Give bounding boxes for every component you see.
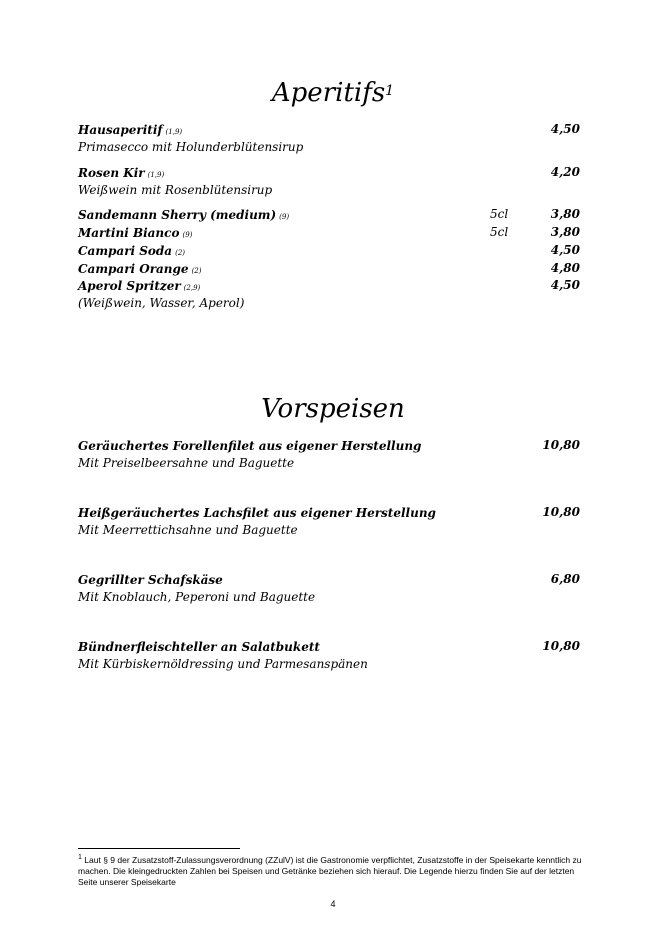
item-price: 4,50 xyxy=(550,243,580,257)
item-name: Heißgeräuchertes Lachsfilet aus eigener Herstellung xyxy=(78,506,436,520)
additive-note: (9) xyxy=(182,231,193,239)
menu-item-campari-soda xyxy=(78,241,580,259)
item-price: 10,80 xyxy=(542,639,580,653)
aperitifs-title-text: Aperitifs xyxy=(271,78,386,108)
item-description: Mit Kürbiskernöldressing und Parmesanspänen xyxy=(78,657,368,671)
item-price: 4,20 xyxy=(550,165,580,179)
footnote-text: Laut § 9 der Zusatzstoff-Zulassungsverordnung (ZZulV) ist die Gastronomie verpflichtet, Zusatzstoffe in der Speisekarte kenntlich zu machen. Die kleingedruckten Zahlen bei Speisen und Getränke beziehen sich hierauf. Die Legende hierzu finden Sie auf der letzten Seite unserer Speisekarte xyxy=(78,854,582,887)
item-name: Martini Bianco xyxy=(78,226,180,240)
item-price: 4,80 xyxy=(550,261,580,275)
page-number: 4 xyxy=(330,899,336,909)
item-name: Campari Orange xyxy=(78,262,189,276)
additive-note: (1,9) xyxy=(147,171,165,179)
menu-item-campari-orange xyxy=(78,259,580,277)
item-name: Sandemann Sherry (medium) xyxy=(78,208,277,222)
item-name: Rosen Kir xyxy=(78,166,145,180)
aperitifs-title xyxy=(0,78,666,108)
item-name: Geräuchertes Forellenfilet aus eigener Herstellung xyxy=(78,439,422,453)
item-price: 6,80 xyxy=(550,572,580,586)
item-size: 5cl xyxy=(490,207,509,221)
item-name: Aperol Spritzer xyxy=(78,279,181,293)
menu-item-aperol-spritzer xyxy=(78,276,580,312)
item-price: 10,80 xyxy=(542,438,580,452)
additive-note: (1,9) xyxy=(165,128,183,136)
item-description: Mit Meerrettichsahne und Baguette xyxy=(78,523,298,537)
item-price: 10,80 xyxy=(542,505,580,519)
menu-item-schafskaese xyxy=(78,570,580,606)
item-price: 3,80 xyxy=(550,225,580,239)
item-description: Weißwein mit Rosenblütensirup xyxy=(78,183,273,197)
menu-item-rosen-kir xyxy=(78,163,580,199)
footnote-divider xyxy=(78,848,240,849)
item-price: 3,80 xyxy=(550,207,580,221)
item-price: 4,50 xyxy=(550,278,580,292)
menu-item-sandemann-sherry xyxy=(78,205,580,223)
item-description: (Weißwein, Wasser, Aperol) xyxy=(78,296,245,310)
additive-note: (2,9) xyxy=(183,284,201,292)
menu-item-hausaperitif xyxy=(78,120,580,156)
vorspeisen-title: Vorspeisen xyxy=(261,394,405,424)
item-name: Gegrillter Schafskäse xyxy=(78,573,223,587)
menu-item-martini-bianco xyxy=(78,223,580,241)
item-description: Primasecco mit Holunderblütensirup xyxy=(78,140,304,154)
menu-item-forellenfilet xyxy=(78,436,580,472)
item-price: 4,50 xyxy=(550,122,580,136)
item-name: Bündnerfleischteller an Salatbukett xyxy=(78,640,320,654)
item-name: Campari Soda xyxy=(78,244,173,258)
item-description: Mit Preiselbeersahne und Baguette xyxy=(78,456,295,470)
additive-note: (2) xyxy=(175,249,186,257)
footnote-number: 1 xyxy=(78,853,82,861)
item-size: 5cl xyxy=(490,225,509,239)
item-description: Mit Knoblauch, Peperoni und Baguette xyxy=(78,590,316,604)
menu-item-lachsfilet xyxy=(78,503,580,539)
footnote xyxy=(78,852,590,888)
item-name: Hausaperitif xyxy=(78,123,163,137)
additive-note: (9) xyxy=(279,213,290,221)
additive-note: (2) xyxy=(191,267,202,275)
menu-item-buendnerfleischteller xyxy=(78,637,580,673)
footnote-marker: 1 xyxy=(385,83,395,99)
